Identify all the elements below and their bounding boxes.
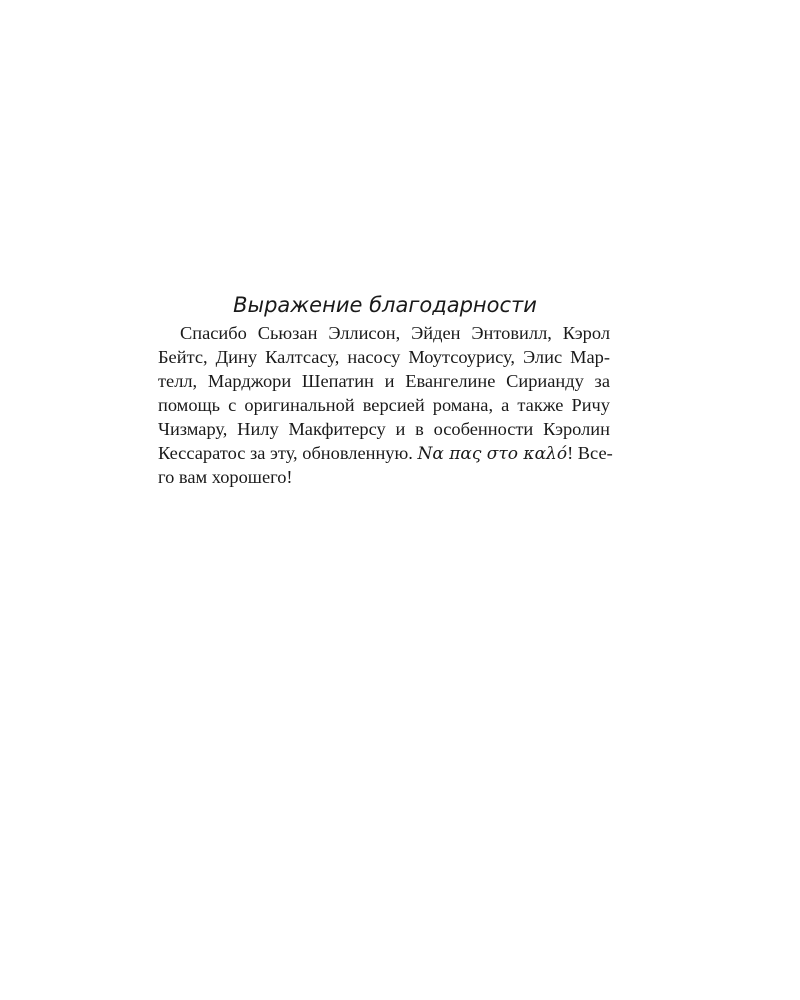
line-text-after: ! Все- bbox=[567, 443, 613, 463]
paragraph-line: Бейтс, Дину Калтсасу, насосу Моутсоурису, Элис Мар- bbox=[158, 347, 610, 367]
paragraph-line: Спасибо Сьюзан Эллисон, Эйден Энтовилл, Кэрол bbox=[180, 323, 610, 343]
line-text-before: Кессаратос за эту, обновленную. bbox=[158, 443, 418, 463]
paragraph-line-with-greek bbox=[158, 441, 613, 465]
paragraph-last-line: го вам хорошего! bbox=[158, 467, 293, 487]
greek-phrase: Να πας στο καλό bbox=[417, 444, 568, 464]
paragraph-line: помощь с оригинальной версией романа, а также Ричу bbox=[158, 395, 610, 415]
paragraph-line: Чизмару, Нилу Макфитерсу и в особенности Кэролин bbox=[158, 419, 610, 439]
section-title: Выражение благодарности bbox=[233, 293, 537, 317]
acknowledgements-paragraph bbox=[158, 321, 613, 489]
paragraph-line: телл, Марджори Шепатин и Евангелине Сирианду за bbox=[158, 371, 610, 391]
